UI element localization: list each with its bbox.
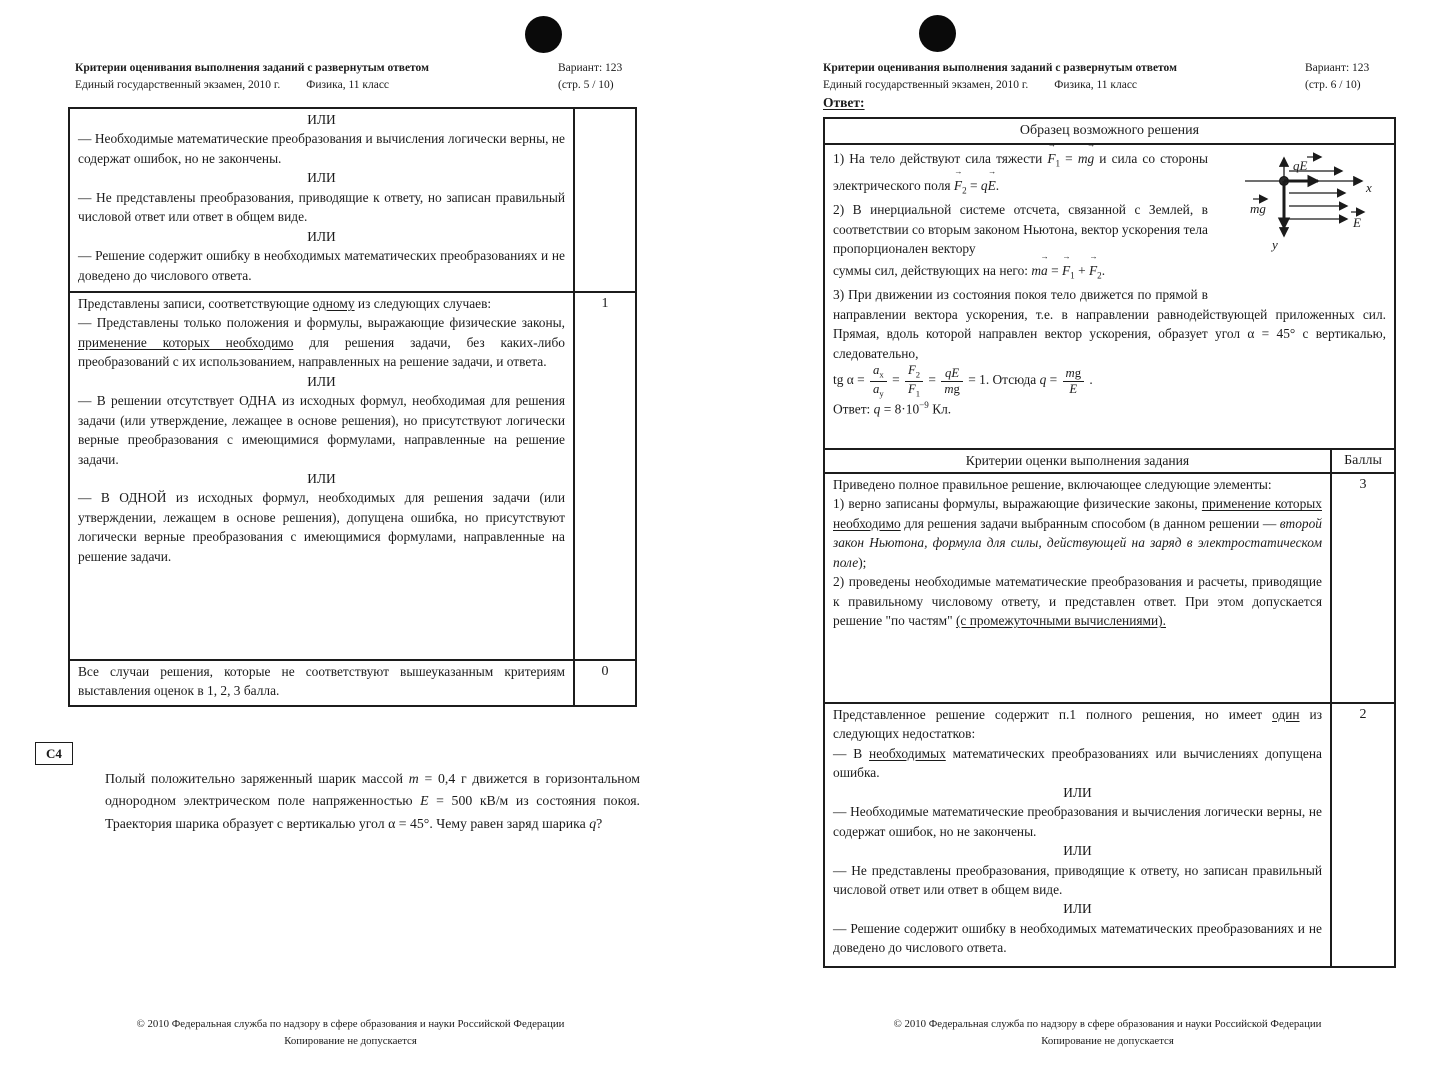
text-block: — В необходимых математических преобразованиях или вычислениях допущена ошибка. — [833, 745, 1322, 781]
variant-label: Вариант: 123 — [558, 62, 623, 74]
text-block: 1) верно записаны формулы, выражающие физические законы, применение которых необходимо для решения задачи выбранным способом (в данном решении — второй закон Ньютона, формула для силы, действующей на заряд в электростатическом поле); — [833, 496, 1322, 570]
text-block: — Не представлены преобразования, приводящие к ответу, но записан правильный числовой ответ или ответ в общем виде. — [833, 862, 1322, 897]
criteria-row — [70, 659, 635, 705]
text-block: — Необходимые математические преобразования и вычисления логически верны, не содержат ошибок, но не закончены. — [78, 131, 565, 166]
criteria-header-row — [825, 448, 1394, 472]
variant-block-left — [558, 60, 622, 93]
text-block: Ответ: $q = 8\cdot 10^{-9}$ Кл. — [833, 400, 952, 417]
header-subject: Физика, 11 класс — [306, 78, 390, 91]
text-block: Приведено полное правильное решение, включающее следующие элементы: — [833, 477, 1272, 492]
footer-notice: Копирование не допускается — [284, 1034, 417, 1047]
hole-punch-mark-right — [919, 15, 956, 52]
score-header: Баллы — [1330, 450, 1394, 472]
text-block: 3) При движении из состояния покоя тело движется по прямой в направлении вектора ускорения, т.е. в направлении равнодействующей приложенных сил. Прямая, вдоль которой направлен вектор ускорения, образует угол α = 45° с вертикалью, следовательно, — [833, 287, 1386, 361]
text-block: Все случаи решения, которые не соответствуют вышеуказанным критериям выставления оценок в 1, 2, 3 балла. — [78, 664, 565, 699]
criteria-row — [825, 702, 1394, 966]
e-field-label: E — [1353, 215, 1361, 231]
criteria-row — [70, 291, 635, 659]
text-block: ИЛИ — [1063, 843, 1092, 859]
criteria-row — [825, 472, 1394, 702]
criteria-header: Критерии оценки выполнения задания — [965, 453, 1190, 469]
score-cell — [573, 109, 635, 291]
text-block: — Решение содержит ошибку в необходимых математических преобразованиях и не доведено до числового ответа. — [78, 248, 565, 283]
header-exam: Единый государственный экзамен, 2010 г. — [823, 78, 1029, 91]
force-diagram — [1214, 146, 1386, 294]
text-block: ИЛИ — [307, 373, 336, 389]
page-header-left — [75, 60, 429, 93]
text-block: 2) проведены необходимые математические преобразования и расчеты, приводящие к правильному числовому ответу, и представлен ответ. При этом допускается решение "по частям" (с промежуточными вычислениями). — [833, 574, 1322, 629]
evaluation-table-right — [823, 117, 1396, 968]
solution-title: Образец возможного решения — [1019, 123, 1200, 138]
hole-punch-mark-left — [525, 16, 562, 53]
text-block: — Решение содержит ошибку в необходимых математических преобразованиях и не доведено до числового ответа. — [833, 920, 1322, 956]
criteria-text-cell — [70, 109, 573, 291]
footer-copyright: © 2010 Федеральная служба по надзору в сфере образования и науки Российской Федерации — [136, 1018, 565, 1030]
variant-label: Вариант: 123 — [1305, 62, 1370, 74]
footer-notice: Копирование не допускается — [1041, 1034, 1174, 1047]
criteria-row — [70, 109, 635, 291]
text-block: — В ОДНОЙ из исходных формул, необходимых для решения задачи (или утверждении, лежащем в основе решения), допущена ошибка, но присутствуют логически верные преобразования с имеющимися формулами, направленные на решение задачи. — [78, 490, 565, 564]
mg-label: mg — [1250, 201, 1266, 217]
text-block: ИЛИ — [1063, 784, 1092, 800]
criteria-text-cell — [70, 293, 573, 659]
solution-title-row — [825, 119, 1394, 143]
score-cell: 1 — [573, 293, 635, 659]
text-block: Представлены записи, соответствующие одному из следующих случаев: — [78, 296, 492, 311]
qe-label: qE — [1293, 158, 1308, 174]
page-header-right — [823, 60, 1177, 93]
text-block: Представленное решение содержит п.1 полного решения, но имеет один из следующих недостатков: — [833, 707, 1322, 742]
solution-cell — [825, 145, 1394, 448]
text-block: — В решении отсутствует ОДНА из исходных формул, необходимая для решения задачи (или утверждение, лежащее в основе решения), но присутствуют логически верные преобразования с имеющимися формулами, направленные на решение задачи. — [78, 393, 565, 467]
criteria-text-cell — [825, 704, 1330, 966]
task-text: Полый положительно заряженный шарик массой m = 0,4 г движется в горизонтальном однородном электрическом поле напряженностью E = 500 кВ/м из состояния покоя. Траектория шарика образует с вертикалью угол α = 45°. Чему равен заряд шарика q? — [105, 771, 640, 831]
footer-copyright: © 2010 Федеральная служба по надзору в сфере образования и науки Российской Федерации — [893, 1018, 1322, 1030]
answer-label: Ответ: — [823, 95, 865, 110]
text-block: ИЛИ — [307, 112, 336, 127]
page-footer-right — [823, 1016, 1392, 1049]
text-block: суммы сил, действующих на него: ma → = $F \to_1 + F \to_2$. — [833, 258, 1386, 285]
criteria-text-cell — [825, 474, 1330, 702]
score-cell: 2 — [1330, 704, 1394, 966]
score-cell: 3 — [1330, 474, 1394, 702]
header-title: Критерии оценивания выполнения заданий с развернутым ответом — [823, 62, 1177, 74]
text-block: ИЛИ — [1063, 901, 1092, 917]
page-number: (стр. 5 / 10) — [558, 78, 614, 91]
header-title: Критерии оценивания выполнения заданий с развернутым ответом — [75, 62, 429, 74]
x-axis-label: x — [1366, 180, 1372, 196]
y-axis-label: y — [1272, 237, 1278, 253]
text-block: 1) На тело действуют сила тяжести $F \to_1$ = mg → и сила со стороны электрического поля $F \to_2$ = qE →. — [833, 146, 1386, 200]
text-block: — Представлены только положения и формулы, выражающие физические законы, применение которых необходимо для решения задачи, без каких-либо преобразований с их использованием, направленных на решение задачи, и ответа. — [78, 315, 565, 370]
text-block: — Необходимые математические преобразования и вычисления логически верны, не содержат ошибок, но не закончены. — [833, 804, 1322, 839]
variant-block-right — [1305, 60, 1369, 93]
page-footer-left — [68, 1016, 633, 1049]
text-block: 2) В инерциальной системе отсчета, связанной с Землей, в соответствии со вторым законом Ньютона, вектор ускорения тела пропорционален вектору — [833, 202, 1208, 256]
force-diagram-svg — [1214, 146, 1386, 294]
text-block: tg α = $\frac{a_x}{a_y}$ = $\frac{F_2}{F_1}$ = $\frac{qE}{mg}$ = 1. Отсюда q = $\frac{mg}{E}$ . — [833, 363, 1093, 399]
page-number: (стр. 6 / 10) — [1305, 78, 1361, 91]
criteria-text-cell — [70, 661, 573, 705]
text-block: — Не представлены преобразования, приводящие к ответу, но записан правильный числовой ответ или ответ в общем виде. — [78, 189, 565, 225]
header-subject: Физика, 11 класс — [1054, 78, 1138, 91]
text-block: ИЛИ — [307, 170, 336, 186]
task-label-box: С4 — [35, 742, 73, 765]
header-exam: Единый государственный экзамен, 2010 г. — [75, 78, 281, 91]
score-cell: 0 — [573, 661, 635, 705]
solution-row — [825, 143, 1394, 448]
text-block: ИЛИ — [307, 228, 336, 244]
criteria-table-left — [68, 107, 637, 707]
text-block: ИЛИ — [307, 470, 336, 486]
